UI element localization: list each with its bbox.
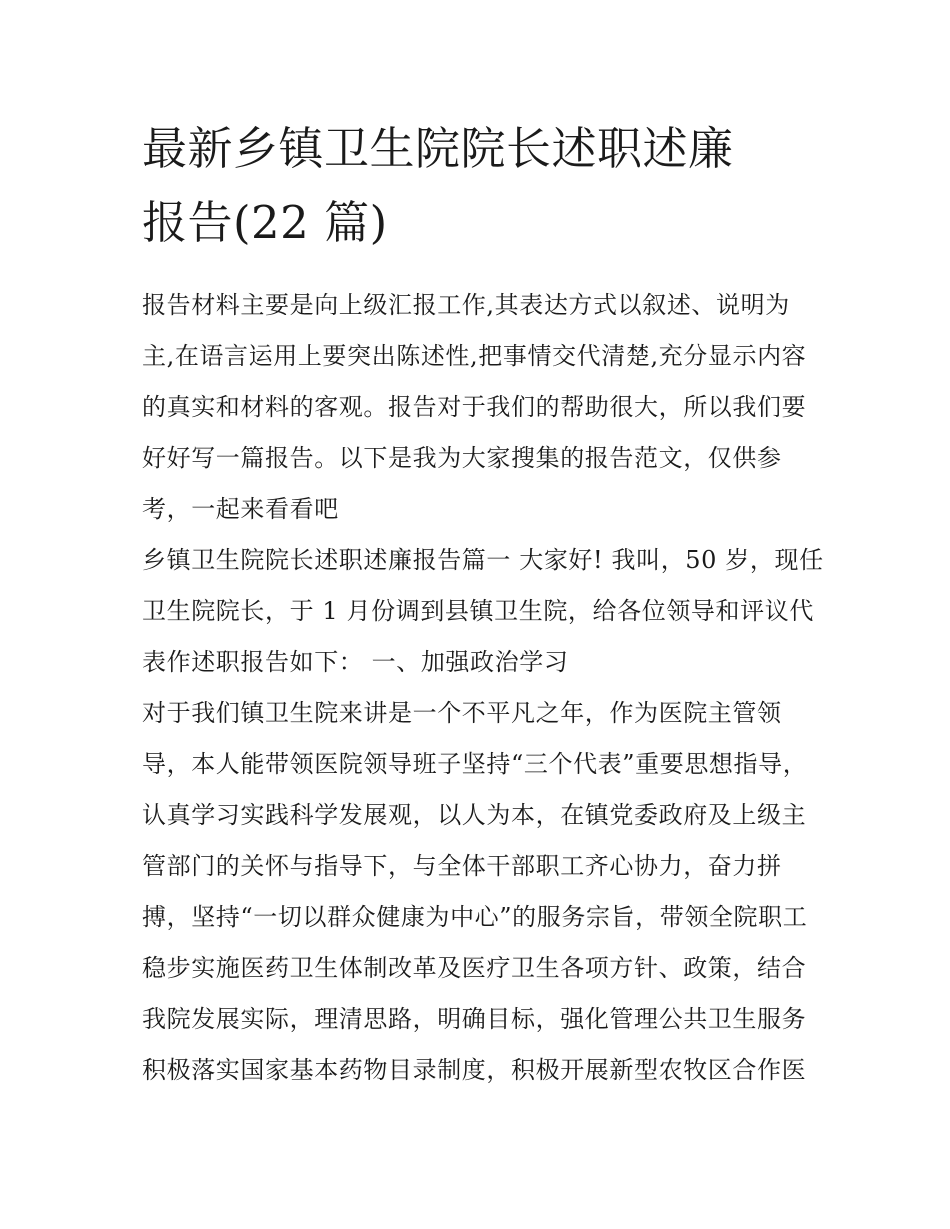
body-paragraph xyxy=(142,688,814,1096)
intro-line: 考，一起来看看吧 xyxy=(142,495,339,523)
body-line: 稳步实施医药卫生体制改革及医疗卫生各项方针、政策，结合 xyxy=(142,954,807,982)
intro-line: 主,在语言运用上要突出陈述性,把事情交代清楚,充分显示内容 xyxy=(142,342,807,370)
section-heading-paragraph xyxy=(142,535,824,688)
title-line: 报告(22 篇) xyxy=(142,196,388,249)
section-line: 乡镇卫生院院长述职述廉报告篇一 大家好! 我叫，50 岁，现任 xyxy=(142,546,824,574)
body-line: 管部门的关怀与指导下，与全体干部职工齐心协力，奋力拼 xyxy=(142,852,782,880)
body-line: 搏，坚持“一切以群众健康为中心”的服务宗旨，带领全院职工 xyxy=(142,903,808,931)
body-line: 我院发展实际，理清思路，明确目标，强化管理公共卫生服务 xyxy=(142,1005,807,1033)
body-line: 对于我们镇卫生院来讲是一个不平凡之年，作为医院主管领 xyxy=(142,699,782,727)
title-line: 最新乡镇卫生院院长述职述廉 xyxy=(142,122,734,175)
intro-paragraph xyxy=(142,280,814,535)
intro-line: 报告材料主要是向上级汇报工作,其表达方式以叙述、说明为 xyxy=(142,291,790,319)
body-line: 积极落实国家基本药物目录制度，积极开展新型农牧区合作医 xyxy=(142,1056,807,1084)
body-line: 导，本人能带领医院领导班子坚持“三个代表”重要思想指导， xyxy=(142,750,808,778)
section-line: 卫生院院长，于 1 月份调到县镇卫生院，给各位领导和评议代 xyxy=(142,597,814,625)
intro-line: 好好写一篇报告。以下是我为大家搜集的报告范文，仅供参 xyxy=(142,444,782,472)
intro-line: 的真实和材料的客观。报告对于我们的帮助很大，所以我们要 xyxy=(142,393,807,421)
document-content xyxy=(142,112,824,1096)
document-title xyxy=(142,112,814,260)
body-line: 认真学习实践科学发展观，以人为本，在镇党委政府及上级主 xyxy=(142,801,807,829)
section-line: 表作述职报告如下： 一、加强政治学习 xyxy=(142,648,569,676)
